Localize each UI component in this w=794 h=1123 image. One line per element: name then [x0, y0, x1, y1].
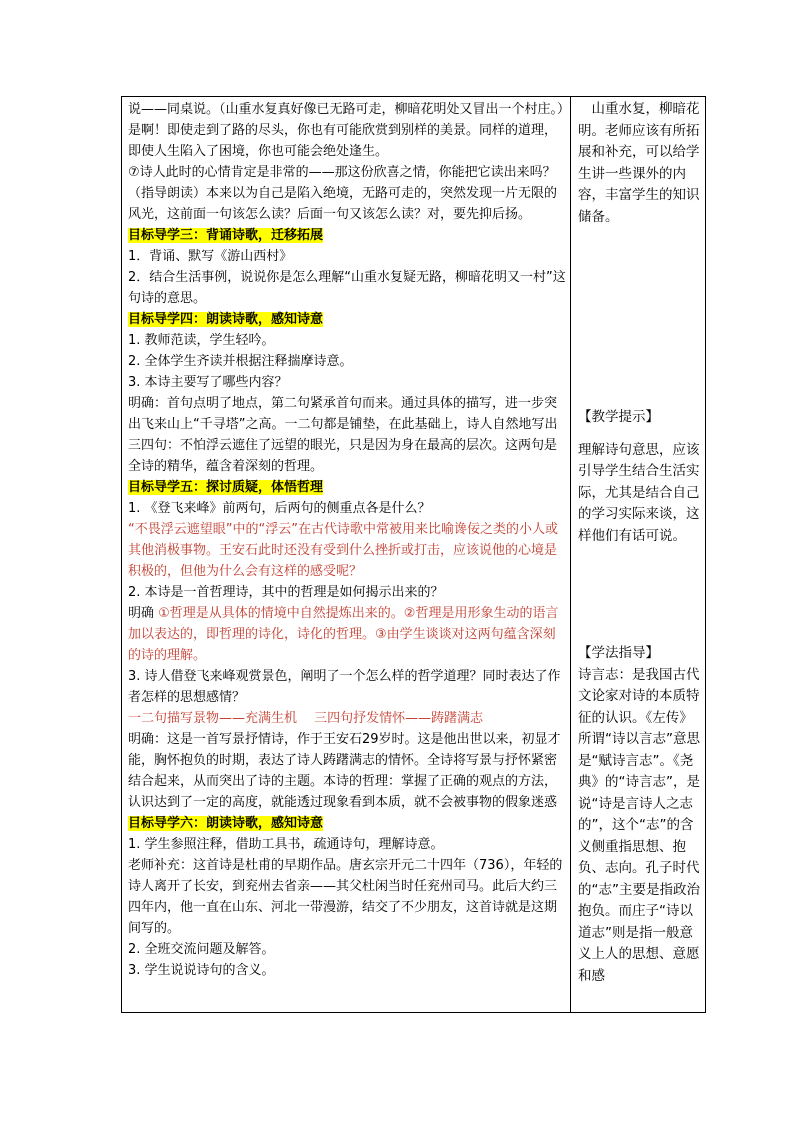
- side-note: 山重水复，柳暗花明。老师应该有所拓展和补充，可以给学生讲一些课外的内容，丰富学生的知识储备。: [578, 101, 700, 225]
- list-item: 3. 学生说说诗句的含义。: [128, 963, 275, 978]
- paragraph: 明确：这是一首写景抒情诗，作于王安石29岁时。这是他出世以来，初显才能，胸怀抱负的时期，表达了诗人踌躇满志的情怀。全诗将写景与抒怀紧密结合起来，从而突出了诗的主题。本诗的哲理：掌握了正确的观点的方法，认识达到了一定的高度，就能透过现象看到本质，就不会被事物的假象迷惑: [128, 732, 561, 810]
- list-item: 1. 学生参照注释，借助工具书，疏通诗句，理解诗意。: [128, 837, 444, 852]
- list-item: 2. 本诗是一首哲理诗，其中的哲理是如何揭示出来的？: [128, 585, 444, 600]
- column-divider: [570, 97, 571, 1012]
- teaching-tip-title: 【教学提示】: [578, 409, 659, 425]
- lesson-plan-table: [121, 96, 706, 1013]
- paragraph: ⑦诗人此时的心情肯定是非常的——那这份欣喜之情，你能把它读出来吗？（指导朗读）本来以为自己是陷入绝境，无路可走的，突然发现一片无限的风光，这前面一句该怎么读？后面一句又该怎么读？对，要先抑后扬。: [128, 165, 558, 222]
- list-item: 2. 全班交流问题及解答。: [128, 942, 275, 957]
- list-item: 3. 本诗主要写了哪些内容？: [128, 375, 288, 390]
- section-heading-6: 目标导学六：朗读诗歌，感知诗意: [128, 816, 324, 831]
- side-column: [578, 99, 703, 987]
- list-item: 1．背诵、默写《游山西村》: [128, 249, 293, 264]
- answer-paragraph: [128, 603, 566, 666]
- summary-line: 一二句描写景物——充满生机 三四句抒发情怀——踌躇满志: [128, 711, 484, 726]
- list-item: 2．结合生活事例，说说你是怎么理解“山重水复疑无路，柳暗花明又一村”这句诗的意思。: [128, 270, 566, 306]
- paragraph: “不畏浮云遮望眼”中的“浮云”在古代诗歌中常被用来比喻谗佞之类的小人或其他消极事物。王安石此时还没有受到什么挫折或打击，应该说他的心境是积极的，但他为什么会有这样的感受呢？: [128, 522, 558, 579]
- teaching-tip-text: 理解诗句意思，应该引导学生结合生活实际，尤其是结合自己的学习实际来谈，这样他们有话可说。: [578, 441, 700, 544]
- paragraph: 老师补充：这首诗是杜甫的早期作品。唐玄宗开元二十四年（736），年轻的诗人离开了长安，到兖州去省亲——其父杜闲当时任兖州司马。此后大约三四年内，他一直在山东、河北一带漫游，结交了不少朋友，这首诗就是这期间写的。: [128, 858, 563, 936]
- spacer: [578, 228, 703, 407]
- answer-text: ①哲理是从具体的情境中自然提炼出来的。②哲理是用形象生动的语言加以表达的，即哲理的诗化，诗化的哲理。③由学生谈谈对这两句蕴含深刻的诗的理解。: [128, 606, 559, 663]
- list-item: 3. 诗人借登飞来峰观赏景色，阐明了一个怎么样的哲学道理？同时表达了作者怎样的思想感情？: [128, 669, 561, 705]
- method-guide-text: 诗言志：是我国古代文论家对诗的本质特征的认识。《左传》所谓“诗以言志”意思是“赋诗言志”。《尧典》的“诗言志”，是说“诗是言诗人之志的”，这个“志”的含义侧重指思想、抱负、志向。孔子时代的“志”主要是指政治抱负。而庄子“诗以道志”则是指一般意义上人的思想、意愿和感: [578, 666, 700, 984]
- paragraph: 说——同桌说。（山重水复真好像已无路可走，柳暗花明处又冒出一个村庄。）是啊！即使走到了路的尽头，你也有可能欣赏到别样的美景。同样的道理，即使人生陷入了困境，你也可能会绝处逢生。: [128, 102, 564, 159]
- answer-label: 明确: [128, 606, 155, 621]
- paragraph: 明确：首句点明了地点，第二句紧承首句而来。通过具体的描写，进一步突出飞来山上“千寻塔”之高。一二句都是铺垫，在此基础上，诗人自然地写出三四句：不怕浮云遮住了远望的眼光，只是因为身在最高的层次。这两句是全诗的精华，蕴含着深刻的哲理。: [128, 396, 558, 474]
- spacer: [578, 429, 703, 440]
- list-item: 2. 全体学生齐读并根据注释揣摩诗意。: [128, 354, 353, 369]
- list-item: 1. 《登飞来峰》前两句，后两句的侧重点各是什么？: [128, 501, 431, 516]
- section-heading-3: 目标导学三：背诵诗歌，迁移拓展: [128, 228, 324, 243]
- method-guide-title: 【学法指导】: [578, 645, 659, 661]
- spacer: [578, 547, 703, 643]
- main-column: [128, 99, 566, 981]
- section-heading-5: 目标导学五：探讨质疑，体悟哲理: [128, 480, 324, 495]
- section-heading-4: 目标导学四：朗读诗歌，感知诗意: [128, 312, 324, 327]
- list-item: 1. 教师范读，学生轻吟。: [128, 333, 275, 348]
